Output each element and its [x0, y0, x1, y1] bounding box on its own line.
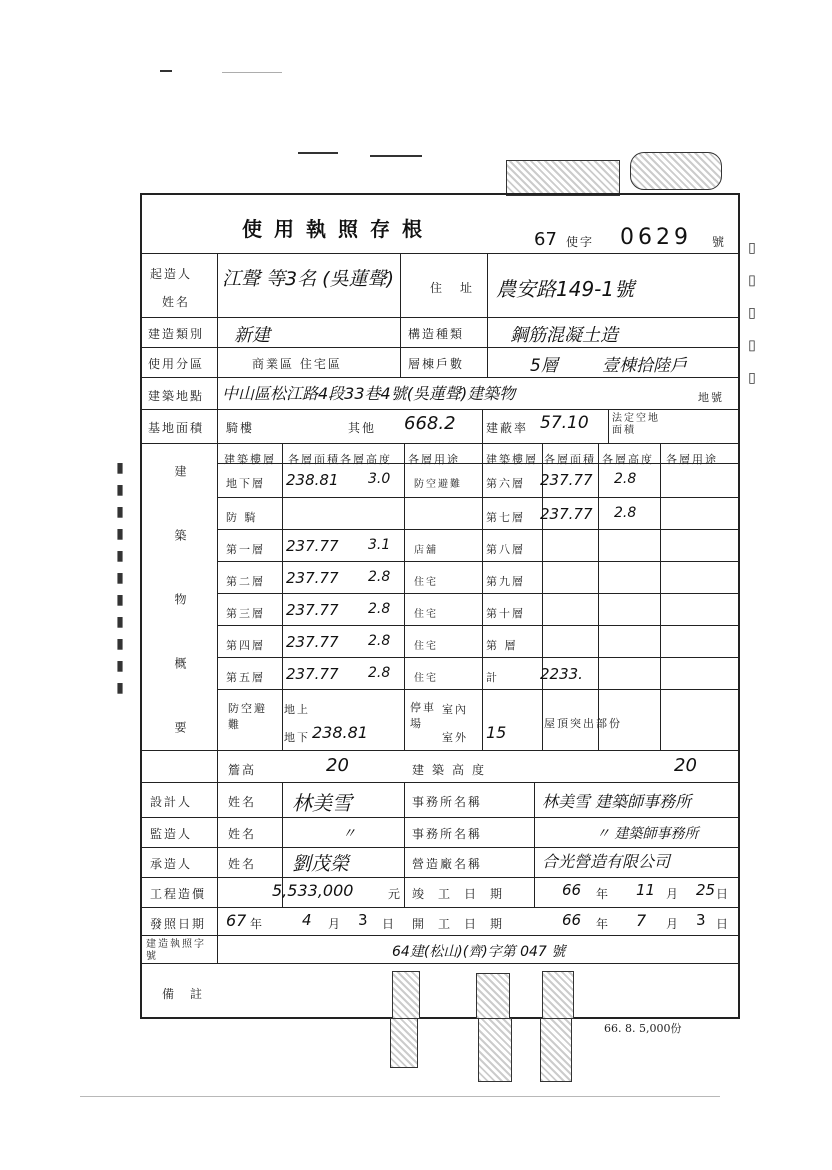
cost-label: 工程造價: [150, 887, 207, 901]
zoning-label: 使用分區: [148, 357, 205, 371]
building-type-label: 建造類別: [148, 327, 205, 341]
parking-outdoor: 室外: [442, 731, 468, 744]
left-floor-height: 2.8: [368, 569, 391, 585]
left-floor-area: 237.77: [286, 665, 339, 683]
site-label: 建築地點: [148, 389, 205, 403]
col-header-height-right: 各層高度: [602, 453, 654, 466]
col-header-use: 各層用途: [408, 453, 460, 466]
cost-unit: 元: [388, 887, 403, 901]
right-floor-label: 第九層: [486, 575, 525, 588]
col-header-area: 各層面積: [288, 453, 340, 466]
rooftop-label: 屋頂突出部份: [544, 717, 622, 730]
designer-office: 林美雪 建築師事務所: [542, 792, 692, 811]
completion-month: 11: [636, 881, 656, 899]
license-year: 67: [226, 911, 247, 930]
left-floor-area: 237.77: [286, 601, 339, 619]
supervisor-office-label: 事務所名稱: [412, 827, 483, 841]
other-value: 668.2: [404, 413, 456, 434]
completion-label: 竣工日期: [412, 887, 517, 901]
supervisor-label: 監造人: [150, 827, 193, 841]
right-floor-area: 2233.: [540, 665, 583, 683]
scan-mark: [298, 152, 338, 154]
license-day-unit: 日: [382, 917, 397, 931]
scan-mark: [160, 70, 172, 72]
official-seal: [542, 971, 574, 1019]
parking-outdoor-value: 15: [486, 723, 507, 742]
right-floor-label: 第七層: [486, 511, 525, 524]
official-seal: [392, 971, 420, 1019]
shelter-below: 地下: [284, 731, 310, 744]
receipt-stamp: [630, 152, 722, 190]
other-label: 其他: [348, 421, 377, 435]
contractor-factory: 合光營造有限公司: [542, 852, 671, 871]
margin-note: ▯ ▯ ▯ ▯ ▯: [744, 240, 760, 392]
left-floor-height: 2.8: [368, 633, 391, 649]
parking-indoor: 室內: [442, 703, 468, 716]
arcade-label: 騎樓: [226, 421, 255, 435]
start-day: 3: [696, 911, 706, 929]
left-floor-label: 第三層: [226, 607, 265, 620]
number-prefix: 67: [534, 229, 557, 250]
scan-mark: [370, 155, 422, 157]
right-floor-label: 第六層: [486, 477, 525, 490]
license-month: 4: [302, 911, 312, 929]
remarks-label: 備註: [162, 987, 219, 1001]
eaves-label: 簷高: [228, 763, 257, 777]
units-value: 壹棟拾陸戶: [602, 356, 687, 376]
shelter-below-value: 238.81: [312, 723, 368, 742]
left-floor-label: 第一層: [226, 543, 265, 556]
left-floor-label: 第二層: [226, 575, 265, 588]
official-seal: [478, 1018, 512, 1082]
building-height-value: 20: [674, 755, 697, 776]
site-value: 中山區松江路4段33巷4號(吳蓮聲)建築物: [222, 384, 516, 403]
zoning-value: 商業區 住宅區: [252, 357, 342, 371]
builder-value: 江聲 等3名 (吳蓮聲): [222, 268, 394, 290]
col-header-floor-right: 建築樓層: [486, 453, 538, 466]
license-number: 0629: [620, 225, 692, 250]
left-floor-use: 住宅: [414, 673, 438, 684]
col-header-use-right: 各層用途: [666, 453, 718, 466]
site-area-label: 基地面積: [148, 421, 205, 435]
contractor-label: 承造人: [150, 857, 193, 871]
left-floor-height: 3.0: [368, 471, 391, 487]
eaves-value: 20: [326, 755, 349, 776]
designer-name: 林美雪: [292, 791, 352, 815]
left-floor-label: 第四層: [226, 639, 265, 652]
address-label: 住址: [430, 281, 491, 295]
license-year-unit: 年: [250, 917, 265, 931]
coverage-label: 建蔽率: [486, 421, 529, 435]
print-code: 66. 8. 5,000份: [604, 1022, 682, 1035]
designer-name-label: 姓名: [228, 795, 257, 809]
left-floor-label: 第五層: [226, 671, 265, 684]
building-type-value: 新建: [234, 325, 270, 346]
receipt-stamp: [506, 160, 620, 196]
left-floor-use: 住宅: [414, 609, 438, 620]
left-floor-height: 2.8: [368, 601, 391, 617]
right-floor-label: 第八層: [486, 543, 525, 556]
license-day: 3: [358, 911, 368, 929]
legal-area-label: 法定空地面積: [612, 413, 660, 436]
building-height-label: 建築高度: [412, 763, 493, 777]
margin-note: ▮▮▮▮▮▮▮▮▮▮▮: [112, 460, 128, 702]
scan-mark: [80, 1096, 720, 1097]
cost-value: 5,533,000: [272, 881, 354, 900]
parking-label: 停車場: [410, 701, 436, 730]
designer-office-label: 事務所名稱: [412, 795, 483, 809]
right-floor-label: 第十層: [486, 607, 525, 620]
official-seal: [476, 973, 510, 1019]
col-header-floor: 建築樓層: [224, 453, 276, 466]
table-side-label: 建築物概要: [173, 465, 187, 785]
number-type: 使字: [566, 235, 595, 249]
contractor-name: 劉茂榮: [292, 853, 350, 875]
license-month-unit: 月: [328, 917, 343, 931]
number-suffix: 號: [712, 235, 727, 249]
left-floor-height: 2.8: [368, 665, 391, 681]
supervisor-name: 〃: [342, 826, 356, 842]
official-seal: [540, 1018, 572, 1082]
completion-day-unit: 日: [716, 887, 731, 901]
left-floor-label: 地下層: [226, 477, 265, 490]
contractor-name-label: 姓名: [228, 857, 257, 871]
official-seal: [390, 1018, 418, 1068]
right-floor-label: 計: [486, 671, 499, 684]
floors-value: 5層: [530, 356, 558, 376]
completion-year: 66: [562, 881, 582, 899]
supervisor-name-label: 姓名: [228, 827, 257, 841]
address-value: 農安路149-1號: [496, 277, 635, 301]
left-floor-use: 防空避難: [414, 479, 462, 490]
structure-type-value: 鋼筋混凝土造: [510, 325, 618, 346]
right-floor-height: 2.8: [614, 505, 637, 521]
left-floor-use: 住宅: [414, 641, 438, 652]
completion-year-unit: 年: [596, 887, 611, 901]
permit-label: 建造執照字號: [146, 939, 206, 962]
supervisor-office: 〃 建築師事務所: [596, 826, 699, 842]
left-floor-use: 店舖: [414, 545, 438, 556]
col-header-height: 各層高度: [340, 453, 392, 466]
completion-month-unit: 月: [666, 887, 681, 901]
coverage-value: 57.10: [540, 413, 589, 433]
start-year: 66: [562, 911, 582, 929]
left-floor-area: 237.77: [286, 569, 339, 587]
form-title: 使用執照存根: [242, 217, 434, 241]
right-floor-height: 2.8: [614, 471, 637, 487]
designer-label: 設計人: [150, 795, 193, 809]
left-floor-area: 237.77: [286, 537, 339, 555]
structure-type-label: 構造種類: [408, 327, 465, 341]
col-header-area-right: 各層面積: [544, 453, 596, 466]
contractor-factory-label: 營造廠名稱: [412, 857, 483, 871]
left-floor-height: 3.1: [368, 537, 391, 553]
left-floor-use: 住宅: [414, 577, 438, 588]
shelter-above: 地上: [284, 703, 310, 716]
left-floor-area: 238.81: [286, 471, 339, 489]
start-month-unit: 月: [666, 917, 681, 931]
start-month: 7: [636, 911, 647, 930]
shelter-label: 防空避難: [228, 702, 267, 731]
start-year-unit: 年: [596, 917, 611, 931]
builder-name-label: 姓名: [162, 295, 191, 309]
left-floor-area: 237.77: [286, 633, 339, 651]
builder-label: 起造人: [150, 267, 193, 281]
floors-label: 層棟戶數: [408, 357, 465, 371]
start-label: 開工日期: [412, 917, 517, 931]
site-lot-label: 地號: [698, 391, 724, 404]
right-floor-label: 第 層: [486, 639, 518, 652]
permit-value: 64建(松山)(齊)字第 047 號: [392, 944, 566, 960]
right-floor-area: 237.77: [540, 471, 593, 489]
completion-day: 25: [696, 881, 716, 899]
right-floor-area: 237.77: [540, 505, 593, 523]
start-day-unit: 日: [716, 917, 731, 931]
license-date-label: 發照日期: [150, 917, 207, 931]
license-form: [140, 193, 740, 1019]
left-floor-label: 防 騎: [226, 511, 258, 524]
scan-mark: [222, 72, 282, 73]
